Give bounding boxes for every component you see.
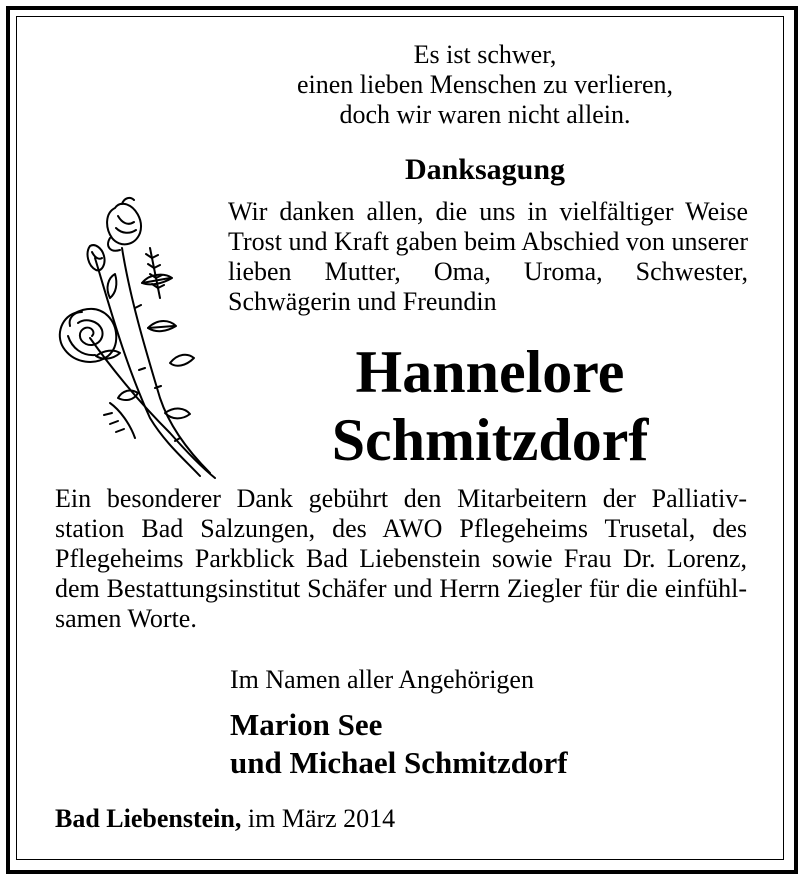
motto-line: einen lieben Menschen zu verlieren,	[296, 70, 674, 99]
thanks-line: Pflegeheims Parkblick Bad Liebenstein sowie Frau Dr. Lorenz,	[55, 544, 747, 573]
signers	[230, 706, 568, 782]
on-behalf-line: Im Namen aller Angehörigen	[230, 665, 534, 694]
intro-paragraph	[228, 197, 748, 317]
signer-name: Marion See	[230, 707, 383, 742]
motto-line: doch wir waren nicht allein.	[339, 100, 631, 129]
place-date-line	[55, 804, 395, 834]
thanks-line: dem Bestattungsinstitut Schäfer und Herrn Ziegler für die einfühl-	[55, 574, 747, 603]
deceased-first-name: Hannelore	[355, 339, 625, 405]
deceased-last-name: Schmitzdorf	[331, 407, 649, 473]
intro-line: lieben Mutter, Oma, Uroma, Schwester,	[228, 257, 748, 286]
intro-line: Wir danken allen, die uns in vielfältiger Weise	[228, 197, 748, 226]
date-text: im März 2014	[241, 804, 396, 833]
motto-verse	[220, 40, 750, 130]
intro-line: Schwägerin und Freundin	[228, 287, 497, 316]
thanks-line: samen Worte.	[55, 604, 197, 633]
signer-name: und Michael Schmitzdorf	[230, 745, 568, 780]
motto-line: Es ist schwer,	[413, 40, 557, 69]
intro-line: Trost und Kraft gaben beim Abschied von unserer	[228, 227, 748, 256]
thanks-paragraph	[55, 484, 747, 634]
rose-bouquet-icon	[50, 188, 230, 483]
thanks-line: Ein besonderer Dank gebührt den Mitarbeitern der Palliativ-	[55, 484, 747, 513]
heading-danksagung: Danksagung	[404, 153, 566, 186]
deceased-name	[280, 338, 700, 474]
place-name: Bad Liebenstein,	[55, 804, 242, 833]
thanks-line: station Bad Salzungen, des AWO Pflegeheims Trusetal, des	[55, 514, 747, 543]
